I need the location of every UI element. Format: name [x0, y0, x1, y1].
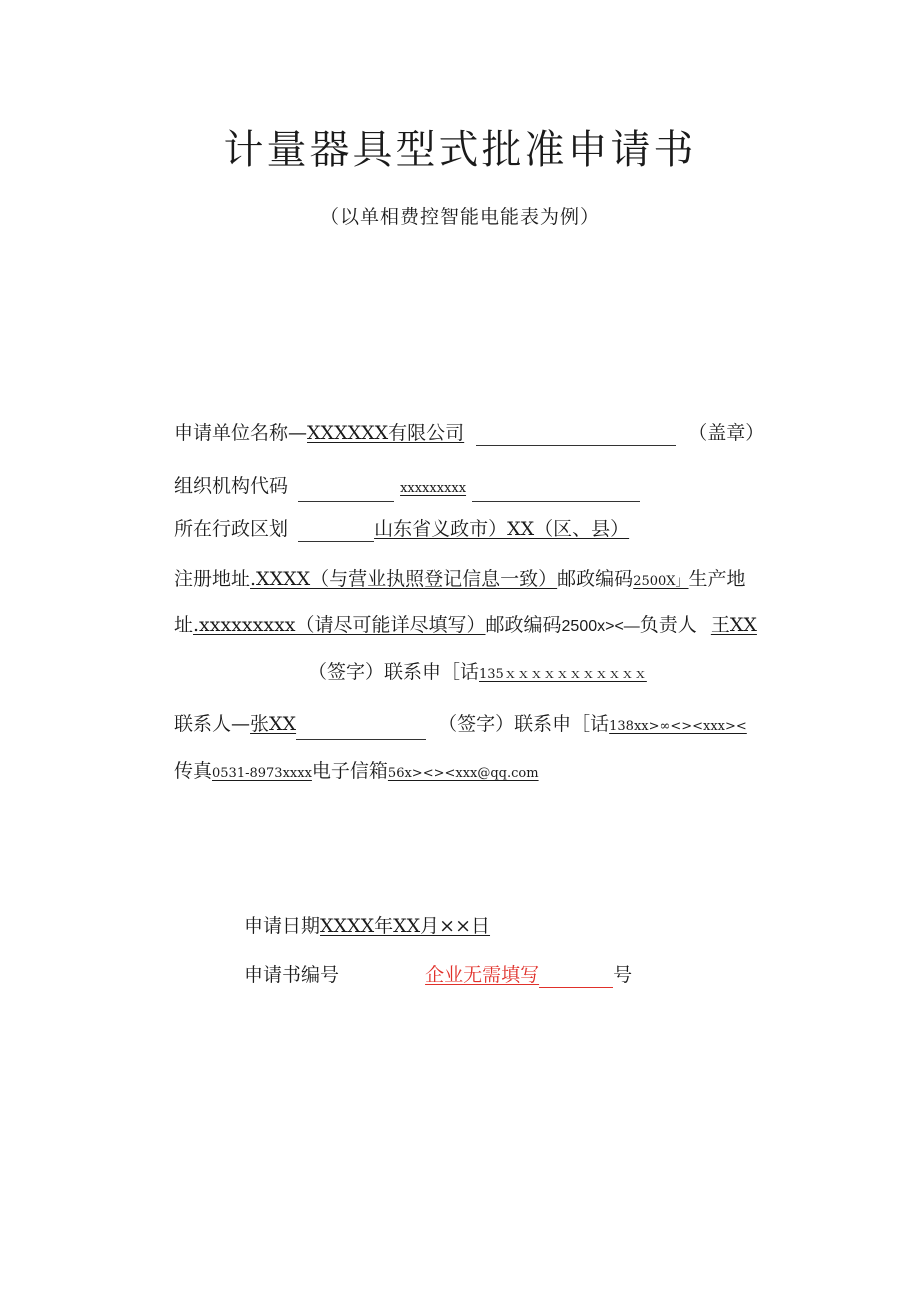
applicant-row: [174, 420, 764, 446]
reg-address-row: [174, 566, 746, 595]
seal-label: （盖章）: [688, 422, 765, 444]
org-code-label: 组织机构代码: [174, 475, 289, 497]
prod-address-label-a: 生产地: [688, 568, 746, 590]
number-blank[interactable]: [539, 967, 613, 988]
sign-row-1: [308, 659, 647, 688]
number-label: 申请书编号: [244, 964, 340, 986]
document-subtitle: （以单相费控智能电能表为例）: [319, 206, 600, 228]
prod-address-value[interactable]: .xxxxxxxxx（请尽可能详尽填写）: [193, 614, 486, 636]
fax-label: 传真: [174, 760, 213, 782]
date-value[interactable]: XXXX年XX月××日: [320, 915, 491, 937]
applicant-value[interactable]: XXXXXX有限公司: [307, 422, 465, 444]
sign-label-1: （签字）联系申［话: [308, 661, 480, 683]
number-suffix: 号: [613, 964, 633, 986]
org-code-blank-left: [298, 481, 394, 502]
number-row: [244, 962, 632, 988]
phone-1[interactable]: 135ｘｘｘｘｘｘｘｘｘｘｘ: [479, 667, 647, 682]
email-value[interactable]: 56x><><xxx@qq.com: [387, 766, 539, 781]
responsible-label: 负责人: [639, 614, 697, 636]
contact-row: [174, 711, 747, 740]
sign-label-2: （签字）联系申［话: [438, 713, 610, 735]
date-label: 申请日期: [244, 915, 321, 937]
fax-value[interactable]: 0531-8973xxxx: [212, 766, 312, 781]
contact-blank: [296, 719, 426, 740]
org-code-blank-right: [472, 481, 640, 502]
contact-label: 联系人—: [174, 713, 251, 735]
prod-address-row: [174, 612, 757, 640]
postal-value-2[interactable]: 2500x><—: [561, 618, 640, 635]
number-value: 企业无需填写: [425, 964, 540, 986]
postal-value-1[interactable]: 2500X」: [633, 574, 689, 589]
postal-label-2: 邮政编码: [485, 614, 562, 636]
fax-row: [174, 758, 539, 787]
region-row: [174, 516, 629, 542]
postal-label-1: 邮政编码: [557, 568, 634, 590]
reg-address-value[interactable]: .XXXX（与营业执照登记信息一致）: [250, 568, 558, 590]
region-label: 所在行政区划: [174, 518, 289, 540]
responsible-value[interactable]: 王XX: [710, 614, 757, 636]
reg-address-label: 注册地址: [174, 568, 251, 590]
region-blank: [298, 521, 374, 542]
org-code-value[interactable]: xxxxxxxxx: [400, 481, 467, 496]
email-label: 电子信箱: [311, 760, 388, 782]
applicant-label: 申请单位名称—: [174, 422, 308, 444]
contact-value[interactable]: 张XX: [250, 713, 297, 735]
org-code-row: [174, 473, 640, 502]
applicant-blank[interactable]: [476, 425, 676, 446]
document-title: 计量器具型式批准申请书: [223, 127, 697, 173]
phone-2[interactable]: 138xx>∞<><xxx><: [609, 719, 747, 734]
date-row: [244, 913, 490, 939]
region-value[interactable]: 山东省义政市）XX（区、县）: [374, 518, 630, 540]
prod-address-label-b: 址: [174, 614, 194, 636]
